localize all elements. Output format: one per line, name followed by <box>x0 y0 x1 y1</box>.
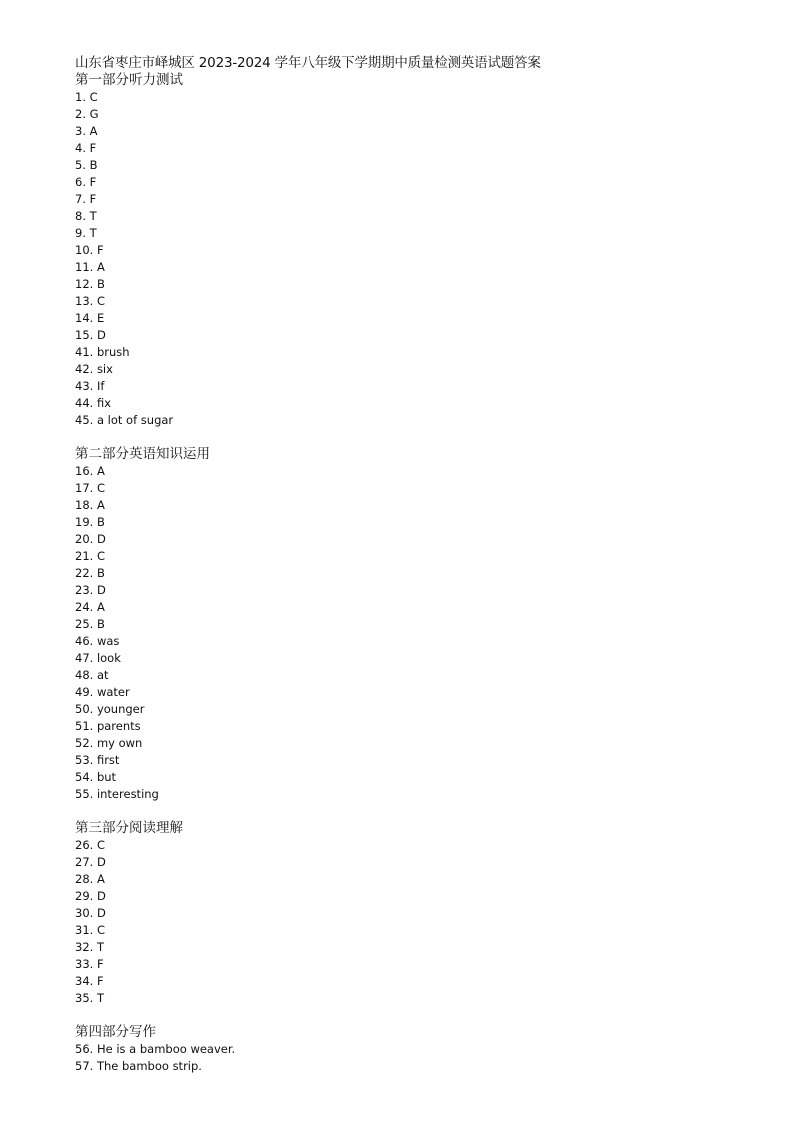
answer-item: 32. T <box>75 940 104 954</box>
answer-item: 45. a lot of sugar <box>75 413 174 427</box>
answer-item: 25. B <box>75 617 105 631</box>
answer-item: 16. A <box>75 464 105 478</box>
answer-item: 44. fix <box>75 396 111 410</box>
answer-item: 49. water <box>75 685 130 699</box>
answer-item: 3. A <box>75 124 98 138</box>
answer-item: 10. F <box>75 243 104 257</box>
answer-item: 42. six <box>75 362 113 376</box>
answer-item: 47. look <box>75 651 121 665</box>
section-spacer <box>75 803 755 820</box>
answer-item: 21. C <box>75 549 105 563</box>
answer-item: 12. B <box>75 277 105 291</box>
answer-item: 41. brush <box>75 345 130 359</box>
answer-item: 46. was <box>75 634 120 648</box>
answer-item: 51. parents <box>75 719 141 733</box>
answer-item: 6. F <box>75 175 97 189</box>
answer-item: 5. B <box>75 158 98 172</box>
answer-item: 43. If <box>75 379 105 393</box>
answer-section <box>75 446 755 803</box>
answer-item: 31. C <box>75 923 105 937</box>
answer-item: 1. C <box>75 90 98 104</box>
answer-item: 35. T <box>75 991 104 1005</box>
section-heading: 第一部分听力测试 <box>75 72 183 88</box>
answer-item: 8. T <box>75 209 97 223</box>
answer-item: 15. D <box>75 328 106 342</box>
answer-item: 56. He is a bamboo weaver. <box>75 1042 236 1056</box>
answer-item: 9. T <box>75 226 97 240</box>
answer-item: 4. F <box>75 141 97 155</box>
answer-section <box>75 820 755 1007</box>
document-title: 山东省枣庄市峄城区 2023-2024 学年八年级下学期期中质量检测英语试题答案 <box>75 55 541 71</box>
answer-item: 18. A <box>75 498 105 512</box>
answer-key-document <box>75 54 755 1075</box>
answer-item: 29. D <box>75 889 106 903</box>
answer-item: 19. B <box>75 515 105 529</box>
answer-item: 23. D <box>75 583 106 597</box>
answer-item: 27. D <box>75 855 106 869</box>
answer-item: 11. A <box>75 260 105 274</box>
answer-item: 2. G <box>75 107 99 121</box>
answer-item: 48. at <box>75 668 109 682</box>
answer-item: 28. A <box>75 872 105 886</box>
answer-item: 57. The bamboo strip. <box>75 1059 202 1073</box>
answer-item: 17. C <box>75 481 105 495</box>
answer-item: 14. E <box>75 311 105 325</box>
answer-item: 55. interesting <box>75 787 159 801</box>
answer-item: 13. C <box>75 294 105 308</box>
section-heading: 第三部分阅读理解 <box>75 820 183 836</box>
answer-item: 30. D <box>75 906 106 920</box>
answer-sections <box>75 72 755 1075</box>
answer-item: 33. F <box>75 957 104 971</box>
answer-item: 53. first <box>75 753 120 767</box>
answer-item: 22. B <box>75 566 105 580</box>
section-spacer <box>75 1007 755 1024</box>
section-heading: 第四部分写作 <box>75 1024 156 1040</box>
section-spacer <box>75 429 755 446</box>
answer-section <box>75 1024 755 1075</box>
answer-item: 52. my own <box>75 736 143 750</box>
answer-item: 54. but <box>75 770 117 784</box>
answer-item: 24. A <box>75 600 105 614</box>
answer-item: 50. younger <box>75 702 145 716</box>
answer-item: 20. D <box>75 532 106 546</box>
answer-item: 34. F <box>75 974 104 988</box>
answer-item: 26. C <box>75 838 105 852</box>
section-heading: 第二部分英语知识运用 <box>75 446 210 462</box>
answer-item: 7. F <box>75 192 97 206</box>
answer-section <box>75 72 755 429</box>
